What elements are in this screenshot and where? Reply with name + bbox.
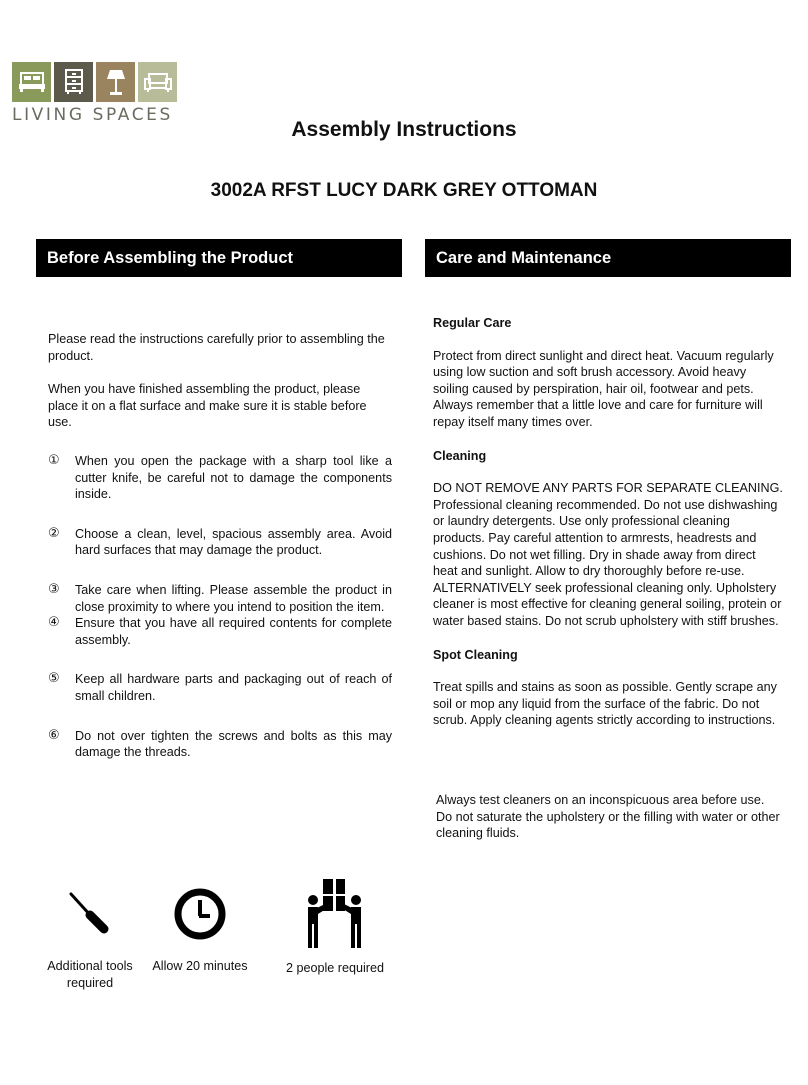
care-maintenance-section xyxy=(433,315,783,746)
step-number: ⑤ xyxy=(48,671,60,687)
screwdriver-icon xyxy=(65,888,115,938)
two-people-lifting-icon xyxy=(303,876,367,950)
product-title: 3002A RFST LUCY DARK GREY OTTOMAN xyxy=(210,180,598,201)
step-item xyxy=(48,453,392,503)
step-item xyxy=(48,728,392,761)
cleaning-text: DO NOT REMOVE ANY PARTS FOR SEPARATE CLEANING. Professional cleaning recommended. Do not use dishwashing or laundry detergents. Use only professional cleaning products. Pay careful attention to armrests, headrests and cushions. Do not wet filling. Dry in shade away from direct heat and sunlight. Allow to dry thoroughly before re-use. ALTERNATIVELY seek professional cleaning only. Upholstery cleaner is most effective for cleaning general soiling, protein or water based stains. Do not scrub upholstery with stiff brushes. xyxy=(433,481,783,628)
step-item xyxy=(48,582,392,615)
regular-care-text: Protect from direct sunlight and direct heat. Vacuum regularly using low suction and soft brush accessory. Avoid heavy soiling caused by perspiration, hair oil, footwear and pets. Always remember that a little love and care for furniture will repay itself many times over. xyxy=(433,348,774,429)
tools-requirement-label: Additional tools required xyxy=(47,959,133,990)
step-number: ⑥ xyxy=(48,727,60,743)
step-item xyxy=(48,615,392,648)
before-assembling-header: Before Assembling the Product xyxy=(36,239,402,277)
step-item xyxy=(48,526,392,559)
step-text: Take care when lifting. Please assemble the product in close proximity to where you intend to position the item. xyxy=(75,582,392,614)
brand-logo xyxy=(12,62,180,126)
cleaning-note: Always test cleaners on an inconspicuous area before use. Do not saturate the upholstery or the filling with water or other cleaning fluids. xyxy=(436,793,780,841)
people-requirement-label: 2 people required xyxy=(285,961,385,975)
step-text: When you open the package with a sharp tool like a cutter knife, be careful not to damage the components inside. xyxy=(75,453,392,502)
people-requirement xyxy=(280,876,390,977)
time-requirement xyxy=(150,886,250,975)
time-requirement-label: Allow 20 minutes xyxy=(152,959,248,973)
step-number: ① xyxy=(48,452,60,468)
logo-tile-dresser xyxy=(54,62,93,102)
tools-requirement xyxy=(36,888,144,991)
step-text: Do not over tighten the screws and bolts as this may damage the threads. xyxy=(75,728,392,760)
bed-icon xyxy=(18,71,46,93)
intro-paragraph: When you have finished assembling the product, please place it on a flat surface and make sure it is stable before use. xyxy=(48,382,367,430)
logo-tiles xyxy=(12,62,180,102)
spot-cleaning-heading: Spot Cleaning xyxy=(433,647,518,662)
lamp-icon xyxy=(105,68,127,96)
logo-tile-bed xyxy=(12,62,51,102)
logo-tile-lamp xyxy=(96,62,135,102)
clock-icon xyxy=(172,886,228,942)
step-number: ② xyxy=(48,525,60,541)
logo-tile-sofa xyxy=(138,62,177,102)
document-title: Assembly Instructions xyxy=(291,118,517,141)
step-item xyxy=(48,671,392,704)
step-number: ④ xyxy=(48,615,60,631)
regular-care-heading: Regular Care xyxy=(433,316,512,330)
step-number: ③ xyxy=(48,581,60,597)
intro-paragraph: Please read the instructions carefully prior to assembling the product. xyxy=(48,332,385,363)
step-text: Choose a clean, level, spacious assembly area. Avoid hard surfaces that may damage the product. xyxy=(75,526,392,558)
before-assembling-section xyxy=(48,331,392,761)
step-text: Keep all hardware parts and packaging out of reach of small children. xyxy=(75,672,392,703)
sofa-icon xyxy=(144,71,172,93)
dresser-icon xyxy=(64,69,84,95)
assembly-steps-list xyxy=(48,453,392,761)
care-maintenance-header: Care and Maintenance xyxy=(425,239,791,277)
spot-cleaning-text: Treat spills and stains as soon as possible. Gently scrape any soil or mop any liquid from the surface of the fabric. Do not scrub. Apply cleaning agents strictly according to instructions. xyxy=(433,680,777,728)
cleaning-heading: Cleaning xyxy=(433,448,487,463)
brand-name: LIVING SPACES xyxy=(12,105,173,125)
step-text: Ensure that you have all required contents for complete assembly. xyxy=(75,616,392,647)
